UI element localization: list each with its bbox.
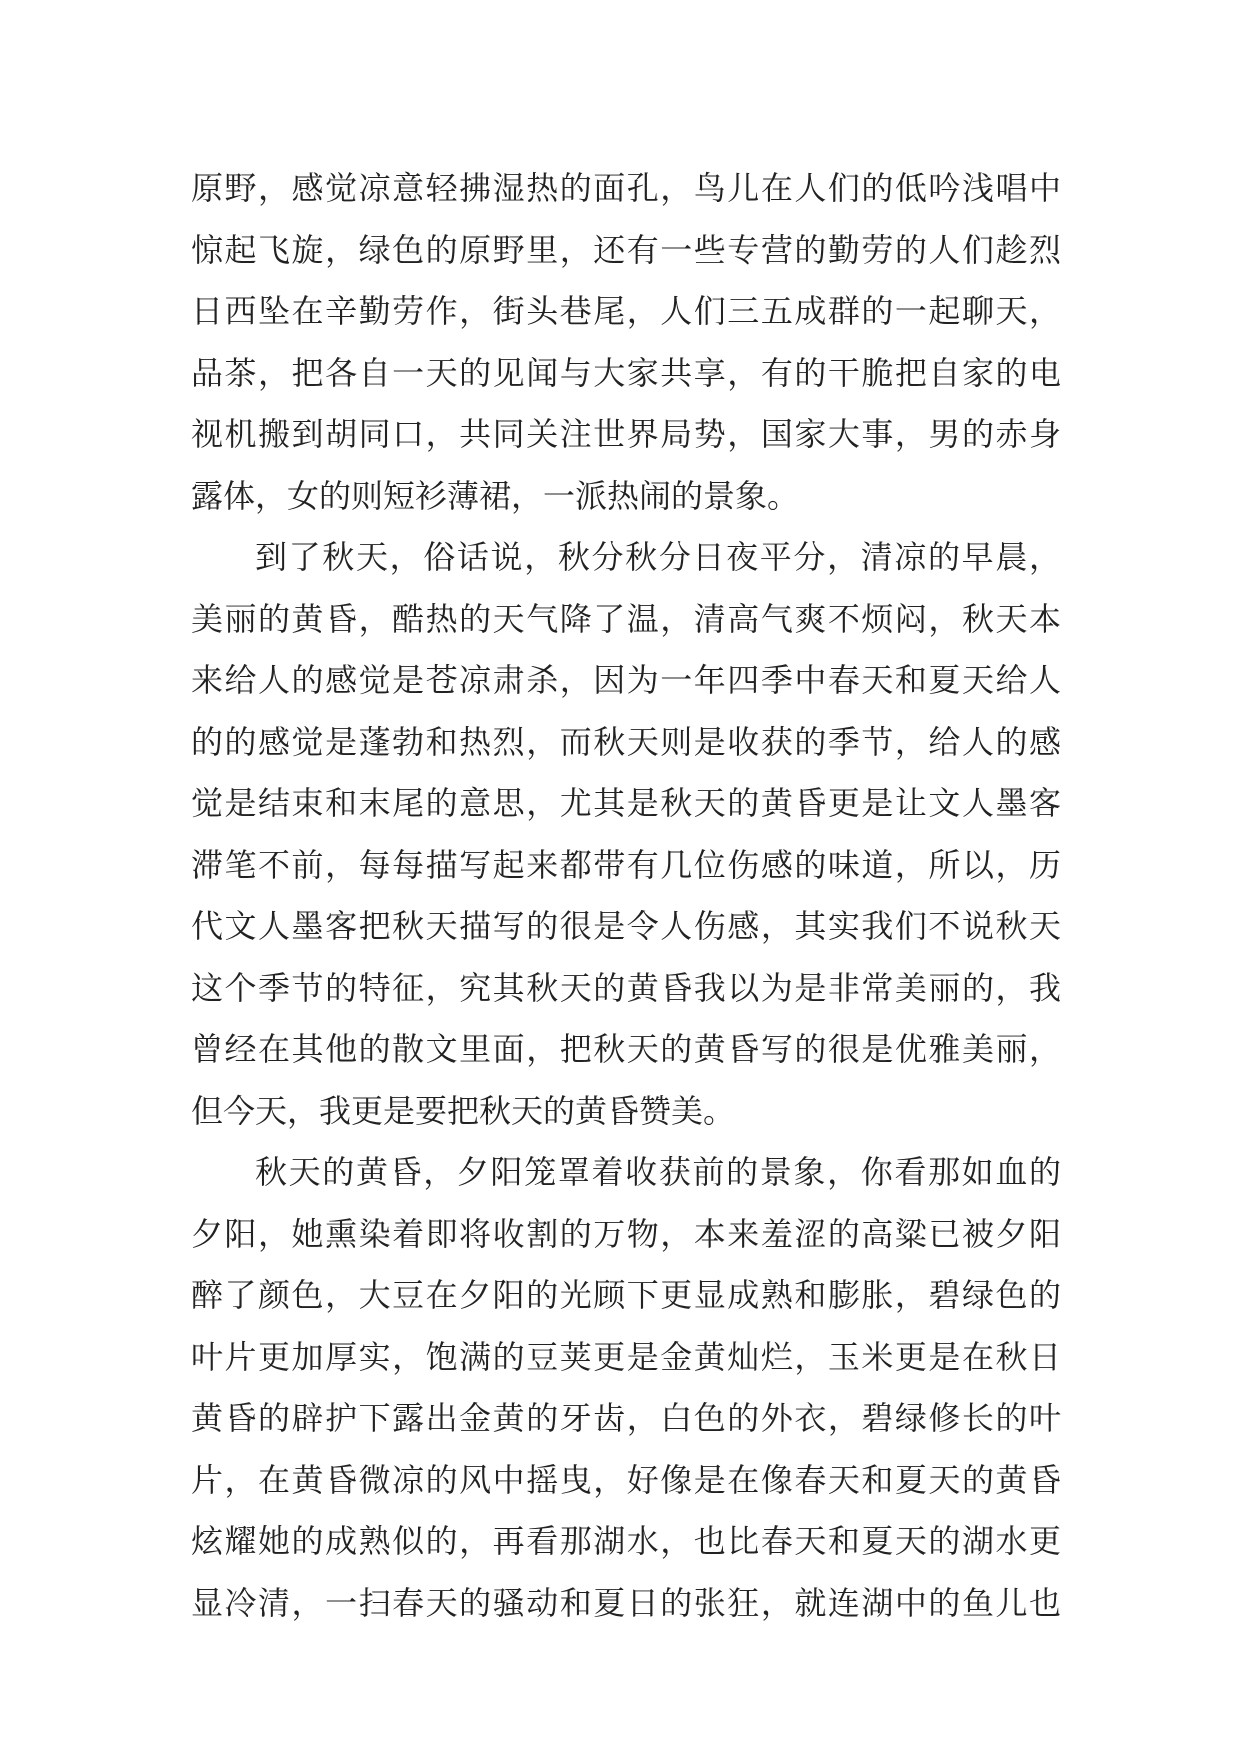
text-line: 原野，感觉凉意轻拂湿热的面孔，鸟儿在人们的低吟浅唱中 <box>191 169 1061 207</box>
text-line: 夕阳，她熏染着即将收割的万物，本来羞涩的高粱已被夕阳 <box>191 1214 1061 1253</box>
text-line: 滞笔不前，每每描写起来都带有几位伤感的味道，所以，历 <box>191 845 1061 884</box>
paragraph <box>191 527 1061 1142</box>
text-line: 秋天的黄昏，夕阳笼罩着收获前的景象，你看那如血的 <box>255 1153 1061 1191</box>
text-line: 惊起飞旋，绿色的原野里，还有一些专营的勤劳的人们趁烈 <box>191 230 1061 269</box>
text-line: 觉是结束和末尾的意思，尤其是秋天的黄昏更是让文人墨客 <box>191 784 1061 822</box>
text-line: 炫耀她的成熟似的，再看那湖水，也比春天和夏天的湖水更 <box>191 1522 1061 1560</box>
text-line: 美丽的黄昏，酷热的天气降了温，清高气爽不烦闷，秋天本 <box>191 599 1061 638</box>
text-line: 显冷清，一扫春天的骚动和夏日的张狂，就连湖中的鱼儿也 <box>191 1583 1061 1622</box>
text-line: 日西坠在辛勤劳作，街头巷尾，人们三五成群的一起聊天， <box>191 292 1061 330</box>
text-line: 视机搬到胡同口，共同关注世界局势，国家大事，男的赤身 <box>191 415 1061 453</box>
paragraph <box>191 1142 1061 1634</box>
body-text <box>191 158 1061 1634</box>
text-line: 这个季节的特征，究其秋天的黄昏我以为是非常美丽的，我 <box>191 968 1061 1007</box>
text-line: 到了秋天，俗话说，秋分秋分日夜平分，清凉的早晨， <box>255 538 1061 576</box>
text-line: 黄昏的辟护下露出金黄的牙齿，白色的外衣，碧绿修长的叶 <box>191 1399 1061 1437</box>
text-line: 的的感觉是蓬勃和热烈，而秋天则是收获的季节，给人的感 <box>191 722 1061 761</box>
text-line: 但今天，我更是要把秋天的黄昏赞美。 <box>191 1091 736 1130</box>
text-line: 来给人的感觉是苍凉肃杀，因为一年四季中春天和夏天给人 <box>191 661 1061 699</box>
text-line: 片，在黄昏微凉的风中摇曳，好像是在像春天和夏天的黄昏 <box>191 1460 1061 1499</box>
text-line: 品茶，把各自一天的见闻与大家共享，有的干脆把自家的电 <box>191 353 1061 392</box>
text-line: 代文人墨客把秋天描写的很是令人伤感，其实我们不说秋天 <box>191 907 1061 945</box>
paragraph <box>191 158 1061 527</box>
text-line: 醉了颜色，大豆在夕阳的光顾下更显成熟和膨胀，碧绿色的 <box>191 1276 1061 1314</box>
text-line: 露体，女的则短衫薄裙，一派热闹的景象。 <box>191 476 800 515</box>
text-line: 曾经在其他的散文里面，把秋天的黄昏写的很是优雅美丽， <box>191 1030 1061 1068</box>
text-line: 叶片更加厚实，饱满的豆荚更是金黄灿烂，玉米更是在秋日 <box>191 1337 1061 1376</box>
